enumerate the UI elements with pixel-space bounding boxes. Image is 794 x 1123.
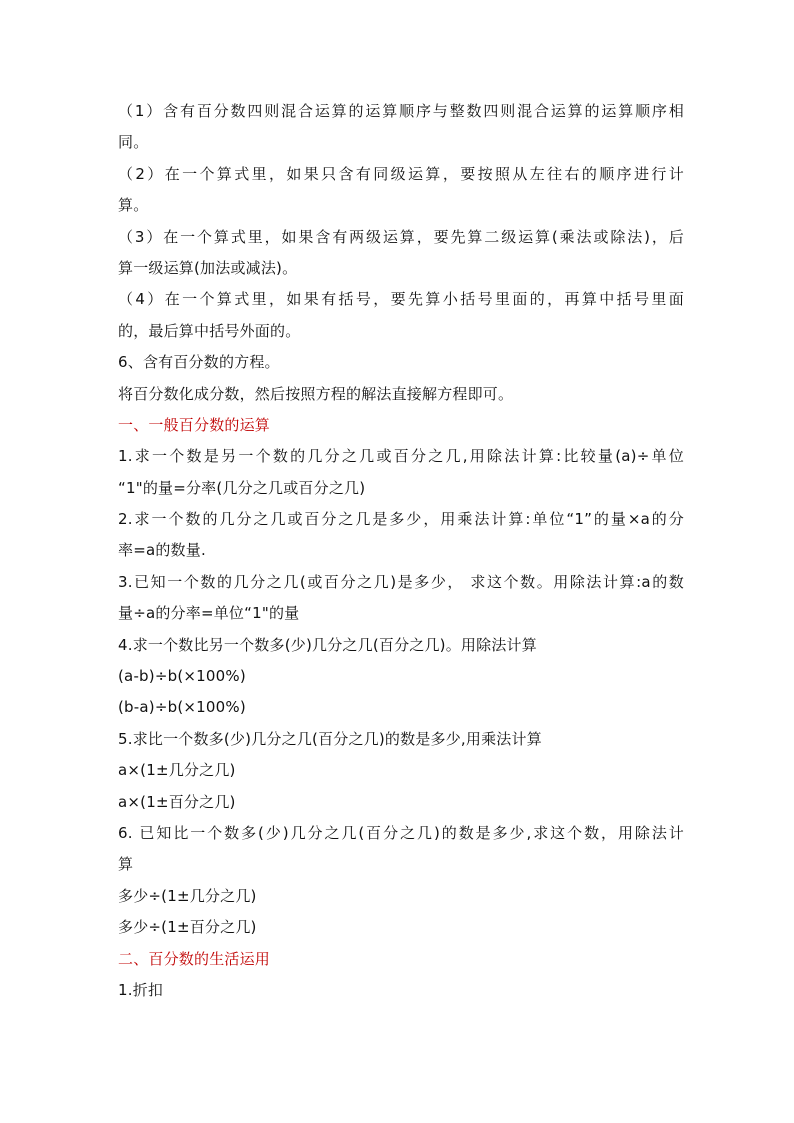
item-2-line-1: 2.求一个数的几分之几或百分之几是多少，用乘法计算:单位“1”的量×a的分	[118, 510, 684, 529]
rule-2-line-1: （2）在一个算式里，如果只含有同级运算，要按照从左往右的顺序进行计	[118, 164, 684, 183]
heading-general-operations: 一、一般百分数的运算	[118, 415, 271, 434]
formula-5a: a×(1±几分之几)	[118, 761, 236, 780]
rule-3-line-1: （3）在一个算式里，如果含有两级运算，要先算二级运算(乘法或除法)，后	[118, 227, 684, 246]
rule-1-line-2: 同。	[118, 133, 149, 152]
section-6-title: 6、含有百分数的方程。	[118, 353, 280, 372]
item-1-line-1: 1.求一个数是另一个数的几分之几或百分之几,用除法计算:比较量(a)÷单位	[118, 447, 684, 466]
heading-life-applications: 二、百分数的生活运用	[118, 949, 271, 968]
item-4-line-1: 4.求一个数比另一个数多(少)几分之几(百分之几)。用除法计算	[118, 635, 537, 654]
item-6-line-1: 6. 已知比一个数多(少)几分之几(百分之几)的数是多少,求这个数，用除法计	[118, 823, 684, 842]
formula-4b: (b-a)÷b(×100%)	[118, 698, 246, 717]
item-5-line-1: 5.求比一个数多(少)几分之几(百分之几)的数是多少,用乘法计算	[118, 729, 542, 748]
rule-1-line-1: （1）含有百分数四则混合运算的运算顺序与整数四则混合运算的运算顺序相	[118, 102, 684, 120]
rule-4-line-2: 的，最后算中括号外面的。	[118, 321, 301, 340]
formula-6a: 多少÷(1±几分之几)	[118, 886, 257, 905]
rule-3-line-2: 算一级运算(加法或减法)。	[118, 258, 298, 277]
section-6-body: 将百分数化成分数，然后按照方程的解法直接解方程即可。	[118, 384, 514, 403]
item-1-line-2: “1"的量=分率(几分之几或百分之几)	[118, 478, 366, 497]
item-3-line-1: 3.已知一个数的几分之几(或百分之几)是多少， 求这个数。用除法计算:a的数	[118, 572, 684, 591]
formula-4a: (a-b)÷b(×100%)	[118, 667, 246, 686]
item-discount: 1.折扣	[118, 980, 164, 999]
rule-2-line-2: 算。	[118, 196, 149, 215]
document-page	[118, 96, 684, 1006]
formula-5b: a×(1±百分之几)	[118, 792, 236, 811]
item-3-line-2: 量÷a的分率=单位“1"的量	[118, 604, 300, 623]
rule-4-line-1: （4）在一个算式里，如果有括号，要先算小括号里面的，再算中括号里面	[118, 290, 684, 309]
item-6-line-2: 算	[118, 855, 134, 874]
formula-6b: 多少÷(1±百分之几)	[118, 918, 257, 937]
item-2-line-2: 率=a的数量.	[118, 541, 206, 560]
